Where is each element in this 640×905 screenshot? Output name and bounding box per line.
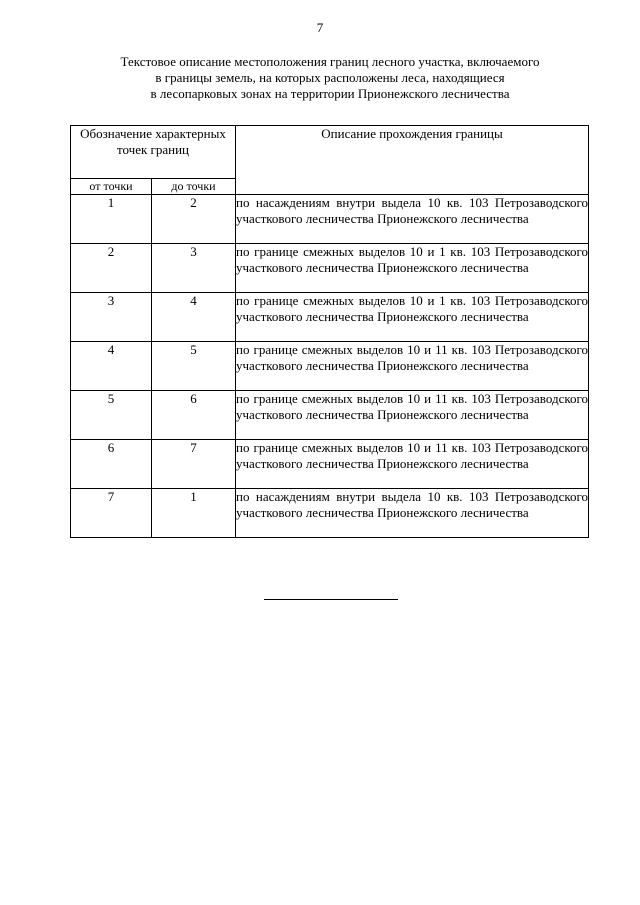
table-row — [71, 489, 589, 538]
from-point-cell: 1 — [71, 195, 152, 244]
page-number: 7 — [316, 20, 324, 35]
from-point-cell: 6 — [71, 440, 152, 489]
from-point-cell: 2 — [71, 244, 152, 293]
to-point-cell: 2 — [152, 195, 236, 244]
from-point-cell: 4 — [71, 342, 152, 391]
title-line: в границы земель, на которых расположены леса, находящиеся — [155, 70, 505, 85]
to-point-cell: 5 — [152, 342, 236, 391]
end-rule — [264, 599, 398, 600]
from-point-cell: 7 — [71, 489, 152, 538]
title-line: Текстовое описание местоположения границ лесного участка, включаемого — [120, 54, 540, 69]
header-from-point: от точки — [71, 179, 152, 195]
to-point-cell: 4 — [152, 293, 236, 342]
table-row — [71, 293, 589, 342]
description-cell: по насаждениям внутри выдела 10 кв. 103 Петрозаводского участкового лесничества Прионежского лесничества — [236, 489, 589, 538]
description-cell: по насаждениям внутри выдела 10 кв. 103 Петрозаводского участкового лесничества Прионежского лесничества — [236, 195, 589, 244]
description-cell: по границе смежных выделов 10 и 1 кв. 103 Петрозаводского участкового лесничества Прионежского лесничества — [236, 244, 589, 293]
to-point-cell: 1 — [152, 489, 236, 538]
table-row — [71, 244, 589, 293]
table-row — [71, 342, 589, 391]
table-row — [71, 391, 589, 440]
to-point-cell: 7 — [152, 440, 236, 489]
to-point-cell: 6 — [152, 391, 236, 440]
boundary-table — [70, 125, 589, 538]
from-point-cell: 3 — [71, 293, 152, 342]
description-cell: по границе смежных выделов 10 и 1 кв. 103 Петрозаводского участкового лесничества Прионежского лесничества — [236, 293, 589, 342]
to-point-cell: 3 — [152, 244, 236, 293]
header-points: Обозначение характерных точек границ — [71, 126, 236, 179]
table-body — [71, 195, 589, 538]
table-row — [71, 195, 589, 244]
description-cell: по границе смежных выделов 10 и 11 кв. 103 Петрозаводского участкового лесничества Прионежского лесничества — [236, 342, 589, 391]
header-description: Описание прохождения границы — [236, 126, 589, 195]
document-title — [70, 54, 590, 102]
description-cell: по границе смежных выделов 10 и 11 кв. 103 Петрозаводского участкового лесничества Прионежского лесничества — [236, 440, 589, 489]
table-row — [71, 440, 589, 489]
header-to-point: до точки — [152, 179, 236, 195]
from-point-cell: 5 — [71, 391, 152, 440]
description-cell: по границе смежных выделов 10 и 11 кв. 103 Петрозаводского участкового лесничества Прионежского лесничества — [236, 391, 589, 440]
title-line: в лесопарковых зонах на территории Прионежского лесничества — [150, 86, 510, 101]
